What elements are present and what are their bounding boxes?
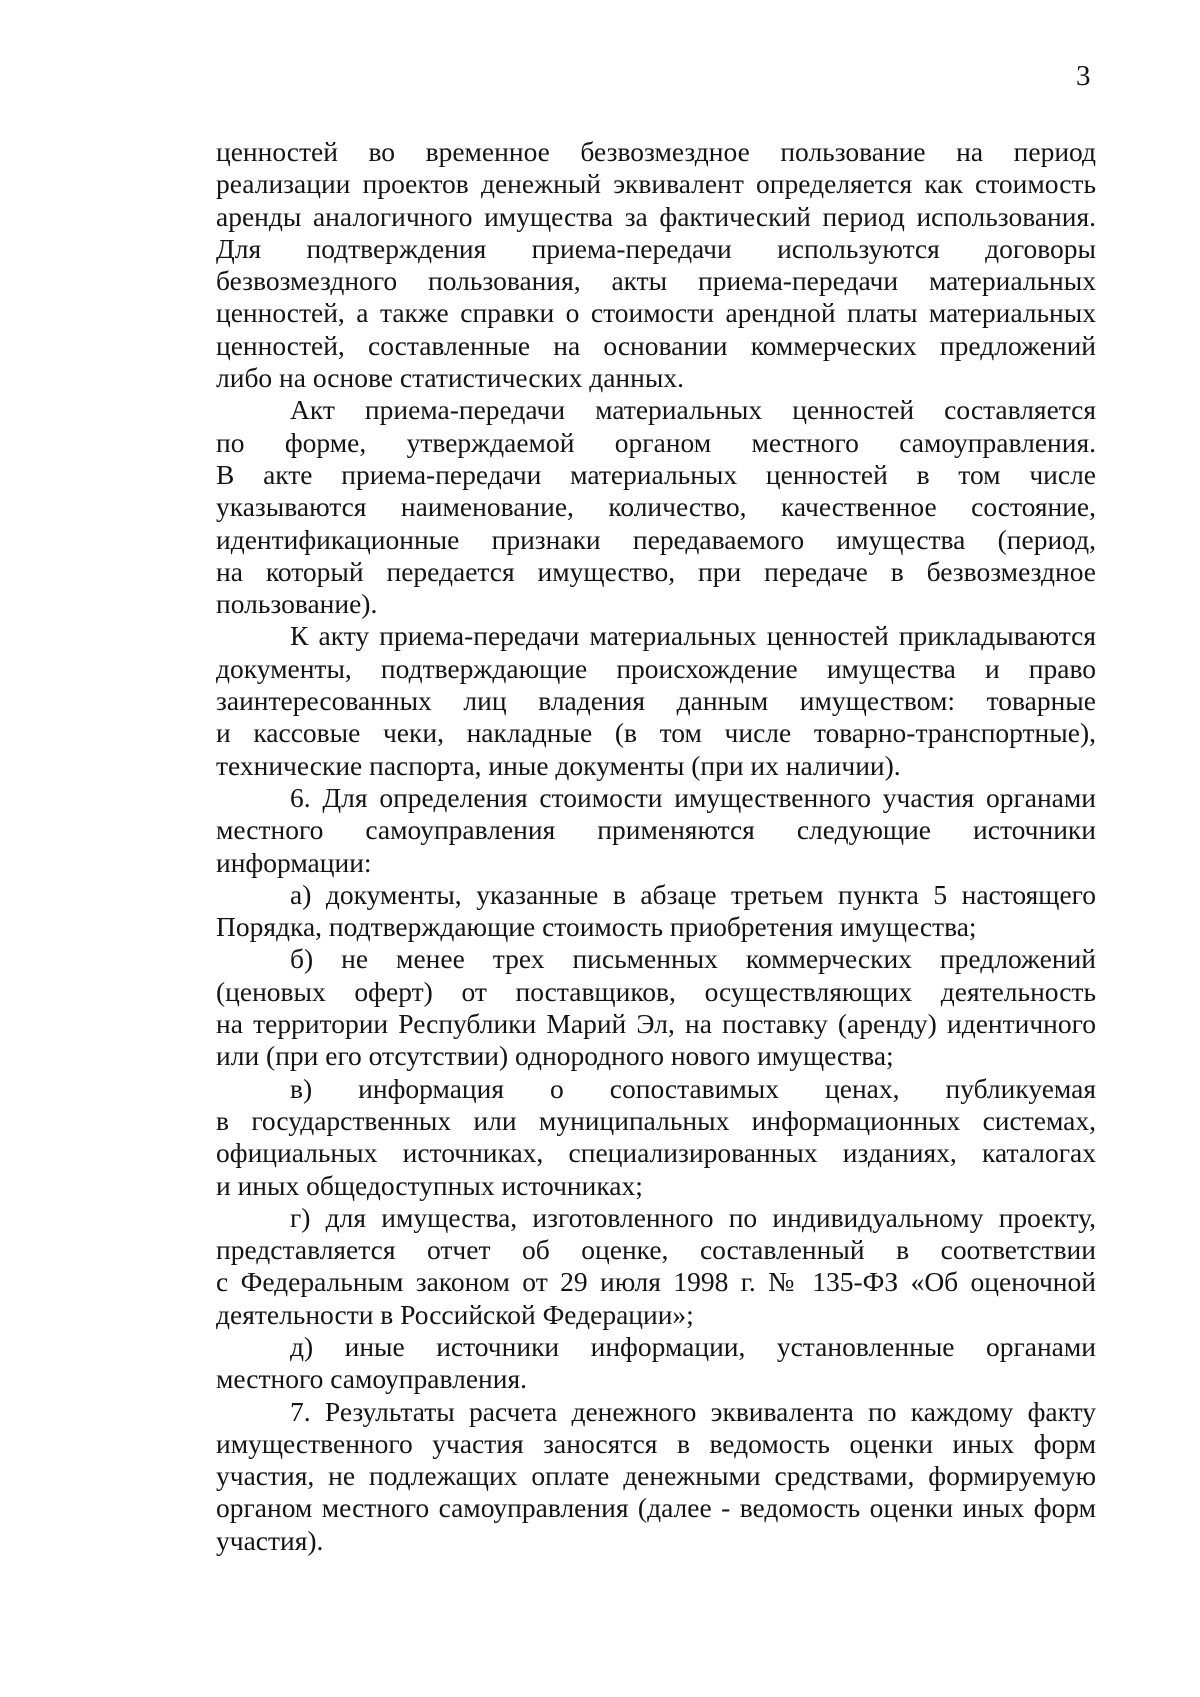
text-line: технические паспорта, иные документы (при их наличии). bbox=[216, 749, 901, 781]
text-line: документы, подтверждающие происхождение имущества и право bbox=[216, 652, 1096, 684]
text-line: ценностей, составленные на основании коммерческих предложений bbox=[216, 329, 1096, 361]
paragraph bbox=[216, 1396, 1096, 1557]
text-line: идентификационные признаки передаваемого имущества (период, bbox=[216, 523, 1096, 555]
text-line: и кассовые чеки, накладные (в том числе товарно-транспортные), bbox=[216, 717, 1096, 749]
text-line: Акт приема-передачи материальных ценностей составляется bbox=[290, 394, 1096, 426]
text-line: Порядка, подтверждающие стоимость приобретения имущества; bbox=[216, 911, 977, 943]
text-line: имущественного участия заносятся в ведомость оценки иных форм bbox=[216, 1427, 1096, 1459]
text-line: В акте приема-передачи материальных ценностей в том числе bbox=[216, 458, 1096, 490]
text-line: К акту приема-передачи материальных ценностей прикладываются bbox=[290, 620, 1096, 652]
text-line: ценностей, а также справки о стоимости арендной платы материальных bbox=[216, 297, 1096, 329]
text-line: ценностей во временное безвозмездное пользование на период bbox=[216, 136, 1096, 167]
text-line: участия, не подлежащих оплате денежными средствами, формируемую bbox=[216, 1460, 1096, 1492]
paragraph bbox=[216, 394, 1096, 620]
text-line: в государственных или муниципальных информационных системах, bbox=[216, 1104, 1096, 1136]
text-line: на территории Республики Марий Эл, на поставку (аренду) идентичного bbox=[216, 1008, 1096, 1040]
text-line: Для подтверждения приема-передачи используются договоры bbox=[216, 232, 1096, 264]
text-line: 6. Для определения стоимости имущественного участия органами bbox=[290, 781, 1096, 813]
text-line: либо на основе статистических данных. bbox=[216, 362, 684, 394]
text-line: с Федеральным законом от 29 июля 1998 г. № 135-ФЗ «Об оценочной bbox=[216, 1266, 1096, 1298]
paragraph bbox=[216, 1331, 1096, 1396]
text-line: 7. Результаты расчета денежного эквивалента по каждому факту bbox=[290, 1395, 1096, 1427]
text-line: и иных общедоступных источниках; bbox=[216, 1169, 643, 1201]
text-line: д) иные источники информации, установленные органами bbox=[290, 1330, 1096, 1362]
paragraph bbox=[216, 782, 1096, 879]
paragraph bbox=[216, 1073, 1096, 1202]
text-line: представляется отчет об оценке, составленный в соответствии bbox=[216, 1234, 1096, 1266]
text-line: официальных источниках, специализированных изданиях, каталогах bbox=[216, 1137, 1096, 1169]
document-body bbox=[216, 136, 1096, 1557]
paragraph bbox=[216, 1202, 1096, 1331]
text-line: информации: bbox=[216, 846, 372, 878]
text-line: органом местного самоуправления (далее - ведомость оценки иных форм bbox=[216, 1492, 1096, 1524]
text-line: реализации проектов денежный эквивалент определяется как стоимость bbox=[216, 168, 1096, 200]
text-line: указываются наименование, количество, качественное состояние, bbox=[216, 491, 1096, 523]
text-line: местного самоуправления применяются следующие источники bbox=[216, 814, 1096, 846]
paragraph bbox=[216, 879, 1096, 944]
text-line: участия). bbox=[216, 1524, 324, 1556]
text-line: на который передается имущество, при передаче в безвозмездное bbox=[216, 555, 1096, 587]
text-line: аренды аналогичного имущества за фактический период использования. bbox=[216, 200, 1096, 232]
text-line: или (при его отсутствии) однородного нового имущества; bbox=[216, 1040, 894, 1072]
text-line: а) документы, указанные в абзаце третьем пункта 5 настоящего bbox=[290, 878, 1096, 910]
text-line: в) информация о сопоставимых ценах, публикуемая bbox=[290, 1072, 1096, 1104]
text-line: деятельности в Российской Федерации»; bbox=[216, 1298, 694, 1330]
paragraph bbox=[216, 136, 1096, 394]
text-line: б) не менее трех письменных коммерческих предложений bbox=[290, 943, 1096, 975]
text-line: по форме, утверждаемой органом местного самоуправления. bbox=[216, 426, 1096, 458]
paragraph bbox=[216, 943, 1096, 1072]
text-line: г) для имущества, изготовленного по индивидуальному проекту, bbox=[290, 1201, 1096, 1233]
text-line: безвозмездного пользования, акты приема-передачи материальных bbox=[216, 265, 1096, 297]
text-line: местного самоуправления. bbox=[216, 1363, 527, 1395]
text-line: заинтересованных лиц владения данным имуществом: товарные bbox=[216, 685, 1096, 717]
page-number: 3 bbox=[1076, 60, 1091, 92]
text-line: пользование). bbox=[216, 588, 378, 620]
text-line: (ценовых оферт) от поставщиков, осуществляющих деятельность bbox=[216, 975, 1096, 1007]
paragraph bbox=[216, 620, 1096, 781]
